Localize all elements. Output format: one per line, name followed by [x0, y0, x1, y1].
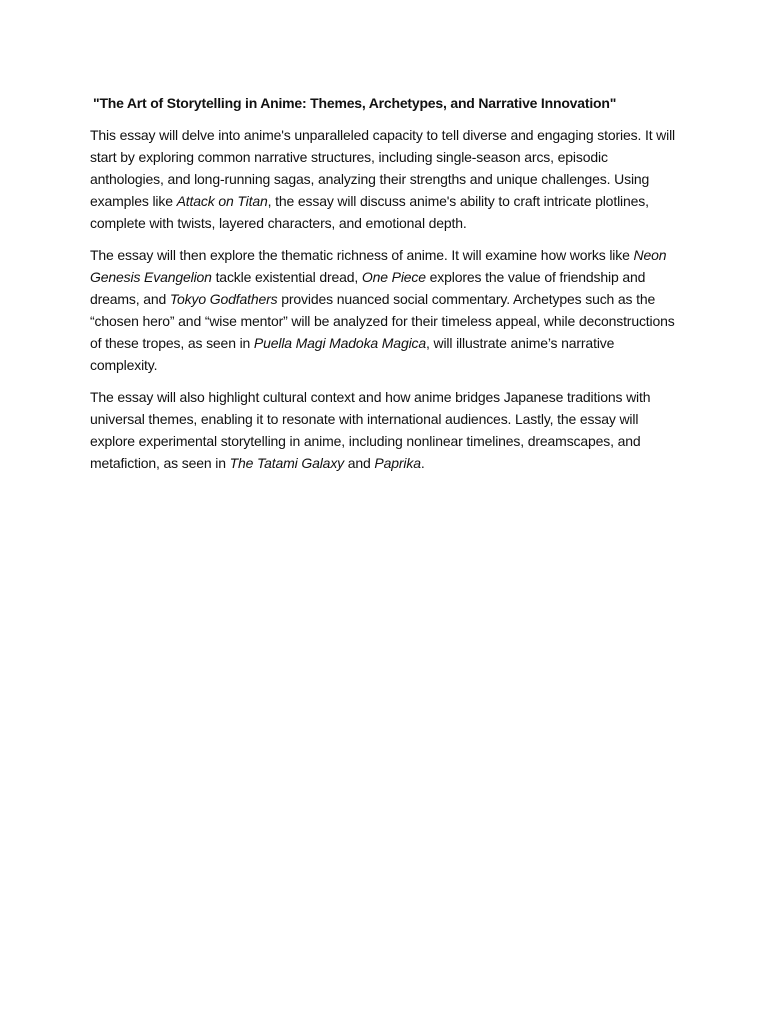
- paragraph-2-text-2: tackle existential dread,: [211, 269, 362, 285]
- paragraph-2: [90, 244, 682, 376]
- title-puella-magi-madoka-magica: Puella Magi Madoka Magica: [253, 335, 427, 351]
- essay-title: "The Art of Storytelling in Anime: Themes, Archetypes, and Narrative Innovation": [93, 95, 617, 111]
- paragraph-2-text-1: The essay will then explore the thematic richness of anime. It will examine how works like: [90, 247, 634, 263]
- title-attack-on-titan: Attack on Titan: [176, 193, 268, 209]
- paragraph-2-text-5: , will illustrate anime’s narrative complexity.: [90, 335, 615, 373]
- paragraph-1-text-1: This essay will delve into anime's unparalleled capacity to tell diverse and engaging stories. It will start by exploring common narrative structures, including single-season arcs, episodic anthologies, and long-running sagas, analyzing their strengths and unique challenges. Using examples like: [90, 127, 676, 209]
- paragraph-3-text-2: and: [344, 455, 375, 471]
- document-page: [90, 92, 682, 484]
- title-paprika: Paprika: [374, 455, 421, 471]
- paragraph-3-text-1: The essay will also highlight cultural context and how anime bridges Japanese traditions with universal themes, enabling it to resonate with international audiences. Lastly, the essay will explore experimental storytelling in anime, including nonlinear timelines, dreamscapes, and metafiction, as seen in: [90, 389, 651, 471]
- paragraph-2-text-3: explores the value of friendship and dreams, and: [90, 269, 646, 307]
- paragraph-1: [90, 124, 682, 234]
- title-the-tatami-galaxy: The Tatami Galaxy: [229, 455, 345, 471]
- title-neon-genesis-evangelion: Neon Genesis Evangelion: [90, 247, 667, 285]
- paragraph-3-text-3: .: [420, 455, 425, 471]
- title-tokyo-godfathers: Tokyo Godfathers: [169, 291, 278, 307]
- paragraph-3: [90, 386, 682, 474]
- paragraph-2-text-4: provides nuanced social commentary. Archetypes such as the “chosen hero” and “wise mentor” will be analyzed for their timeless appeal, while deconstructions of these tropes, as seen in: [90, 291, 675, 351]
- title-one-piece: One Piece: [361, 269, 426, 285]
- paragraph-1-text-2: , the essay will discuss anime's ability to craft intricate plotlines, complete with twists, layered characters, and emotional depth.: [90, 193, 649, 231]
